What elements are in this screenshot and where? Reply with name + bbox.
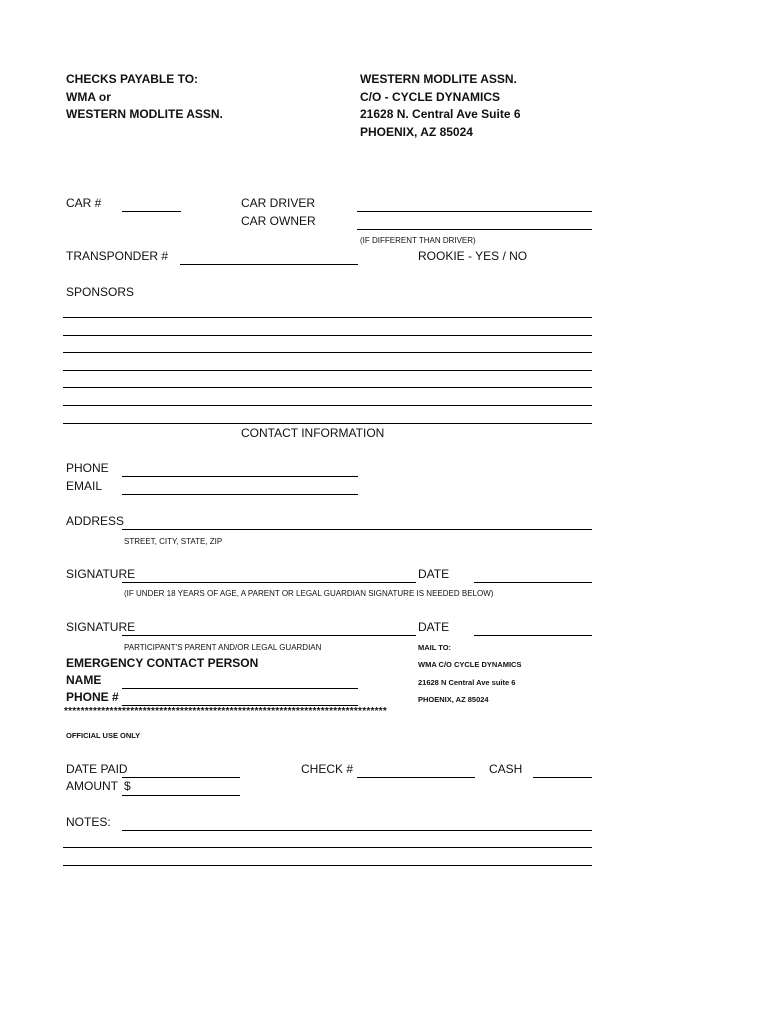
emergency-name-label: NAME: [66, 673, 102, 687]
date-paid-label: DATE PAID: [66, 762, 128, 776]
cash-field[interactable]: [533, 777, 592, 778]
amount-field[interactable]: [122, 795, 240, 796]
cash-label: CASH: [489, 762, 523, 776]
mail-to-line-3: PHOENIX, AZ 85024: [418, 695, 489, 704]
asterisk-separator: ******************************************************************************: [64, 706, 388, 717]
car-driver-label: CAR DRIVER: [241, 196, 316, 210]
date-1-field[interactable]: [474, 582, 592, 583]
transponder-label: TRANSPONDER #: [66, 249, 169, 263]
owner-note: (IF DIFFERENT THAN DRIVER): [360, 236, 476, 245]
email-label: EMAIL: [66, 479, 103, 493]
phone-field[interactable]: [122, 476, 358, 477]
address-label: ADDRESS: [66, 514, 125, 528]
address-field[interactable]: [122, 529, 592, 530]
signature-2-label: SIGNATURE: [66, 620, 136, 634]
car-owner-label: CAR OWNER: [241, 214, 316, 228]
sponsor-line[interactable]: [63, 352, 592, 353]
sponsor-line[interactable]: [63, 370, 592, 371]
transponder-field[interactable]: [180, 264, 358, 265]
sponsors-label: SPONSORS: [66, 285, 135, 299]
amount-dollar-sign: $: [124, 779, 131, 793]
address-line-2: C/O - CYCLE DYNAMICS: [360, 90, 501, 104]
parent-note: PARTICIPANT'S PARENT AND/OR LEGAL GUARDIAN: [124, 643, 322, 652]
car-number-label: CAR #: [66, 196, 102, 210]
car-driver-field[interactable]: [357, 211, 592, 212]
sponsor-line[interactable]: [63, 423, 592, 424]
payable-line-1: CHECKS PAYABLE TO:: [66, 72, 199, 86]
date-1-label: DATE: [418, 567, 450, 581]
amount-label: AMOUNT: [66, 779, 118, 793]
sponsor-line[interactable]: [63, 317, 592, 318]
emergency-phone-label: PHONE #: [66, 690, 119, 704]
notes-line[interactable]: [63, 847, 592, 848]
rookie-label[interactable]: ROOKIE - YES / NO: [418, 249, 528, 263]
signature-1-field[interactable]: [122, 582, 416, 583]
check-number-field[interactable]: [357, 777, 475, 778]
address-line-3: 21628 N. Central Ave Suite 6: [360, 107, 521, 121]
mail-to-line-1: WMA C/O CYCLE DYNAMICS: [418, 660, 522, 669]
date-2-field[interactable]: [474, 635, 592, 636]
official-use-heading: OFFICIAL USE ONLY: [66, 731, 141, 740]
payable-line-3: WESTERN MODLITE ASSN.: [66, 107, 223, 121]
address-line-4: PHOENIX, AZ 85024: [360, 125, 473, 139]
sponsor-line[interactable]: [63, 335, 592, 336]
payable-line-2: WMA or: [66, 90, 111, 104]
date-paid-field[interactable]: [122, 777, 240, 778]
emergency-heading: EMERGENCY CONTACT PERSON: [66, 656, 259, 670]
mail-to-line-2: 21628 N Central Ave suite 6: [418, 678, 516, 687]
address-line-1: WESTERN MODLITE ASSN.: [360, 72, 517, 86]
car-owner-field[interactable]: [357, 229, 592, 230]
notes-label: NOTES:: [66, 815, 111, 829]
emergency-name-field[interactable]: [122, 688, 358, 689]
address-note: STREET, CITY, STATE, ZIP: [124, 537, 223, 546]
phone-label: PHONE: [66, 461, 109, 475]
minor-note: (IF UNDER 18 YEARS OF AGE, A PARENT OR LEGAL GUARDIAN SIGNATURE IS NEEDED BELOW): [124, 589, 494, 598]
car-number-field[interactable]: [122, 211, 181, 212]
notes-field[interactable]: [122, 830, 592, 831]
check-number-label: CHECK #: [301, 762, 354, 776]
mail-to-heading: MAIL TO:: [418, 643, 452, 652]
sponsor-line[interactable]: [63, 405, 592, 406]
signature-2-field[interactable]: [122, 635, 416, 636]
email-field[interactable]: [122, 494, 358, 495]
sponsor-line[interactable]: [63, 387, 592, 388]
contact-heading: CONTACT INFORMATION: [241, 426, 385, 440]
signature-1-label: SIGNATURE: [66, 567, 136, 581]
date-2-label: DATE: [418, 620, 450, 634]
notes-line[interactable]: [63, 865, 592, 866]
